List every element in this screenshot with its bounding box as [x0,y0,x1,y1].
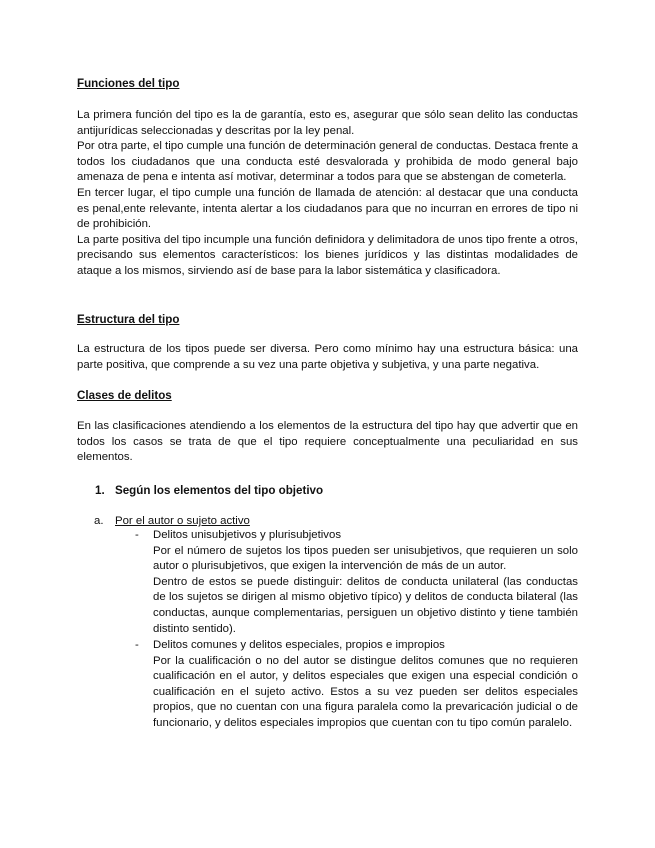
paragraph: La parte positiva del tipo incumple una función definidora y delimitadora de unos tipo frente a otros, precisando sus elementos característicos: los bienes jurídicos y las distintas modalidades de ataque a los mismos, sirviendo así de base para la labor sistemática y clasificadora. [77,233,578,277]
heading-clases-de-delitos: Clases de delitos [77,389,172,402]
list-letter: a. [94,515,104,527]
paragraph: La primera función del tipo es la de garantía, esto es, asegurar que sólo sean delito las conductas antijurídicas seleccionadas y descritas por la ley penal. [77,109,578,137]
numbered-heading-title: Según los elementos del tipo objetivo [115,484,324,497]
list-item-body [153,544,578,638]
section-estructura-body [77,342,578,373]
paragraph: Por otra parte, el tipo cumple una función de determinación general de conductas. Destaca frente a todos los ciudadanos que una conducta esté desvalorada y prohibida de modo general bajo amenaza de pena e intenta así motivar, determinar a todos para que se abstengan de cometerla. [77,140,578,184]
heading-funciones-del-tipo: Funciones del tipo [77,77,180,90]
paragraph: En las clasificaciones atendiendo a los elementos de la estructura del tipo hay que advertir que en todos los casos se trata de que el tipo requiere conceptualmente una peculiaridad en sus elementos. [77,420,578,464]
numbered-heading [95,483,323,499]
sub-heading-title: Por el autor o sujeto activo [115,515,250,527]
paragraph: La estructura de los tipos puede ser diversa. Pero como mínimo hay una estructura básica: una parte positiva, que comprende a su vez una parte objetiva y subjetiva, y una parte negativa. [77,343,578,371]
dash-bullet: - [135,529,139,541]
list-item-body [153,654,578,732]
dash-bullet: - [135,639,139,651]
paragraph: Por el número de sujetos los tipos pueden ser unisubjetivos, que requieren un solo autor o plurisubjetivos, que exigen la intervención de más de un autor. [153,544,578,573]
section-clases-body [77,419,578,466]
list-number: 1. [95,484,105,497]
section-funciones-body [77,108,578,280]
paragraph: Dentro de estos se puede distinguir: delitos de conducta unilateral (las conductas de los sujetos se dirigen al mismo objetivo típico) y delitos de conducta bilateral (las conductas, aunque complementarias, persiguen un objetivo distinto y tiene también distinto sentido). [153,575,578,635]
heading-estructura-del-tipo: Estructura del tipo [77,313,180,326]
list-item-title: Delitos unisubjetivos y plurisubjetivos [153,529,342,541]
paragraph: En tercer lugar, el tipo cumple una función de llamada de atención: al destacar que una conducta es penal,ente relevante, intenta alertar a los ciudadanos para que no incurran en errores de tipo ni de prohibición. [77,186,578,231]
paragraph: Por la cualificación o no del autor se distingue delitos comunes que no requieren cualificación en el autor, y delitos especiales que exigen una especial condición o cualificación en el sujeto activo. Estos a su vez pueden ser delitos especiales propios, que no cuentan con una figura paralela como la prevaricación judicial o de funcionario, y delitos especiales impropios que cuentan con tu tipo común paralelo. [153,654,578,729]
list-item-title: Delitos comunes y delitos especiales, propios e impropios [153,639,445,651]
